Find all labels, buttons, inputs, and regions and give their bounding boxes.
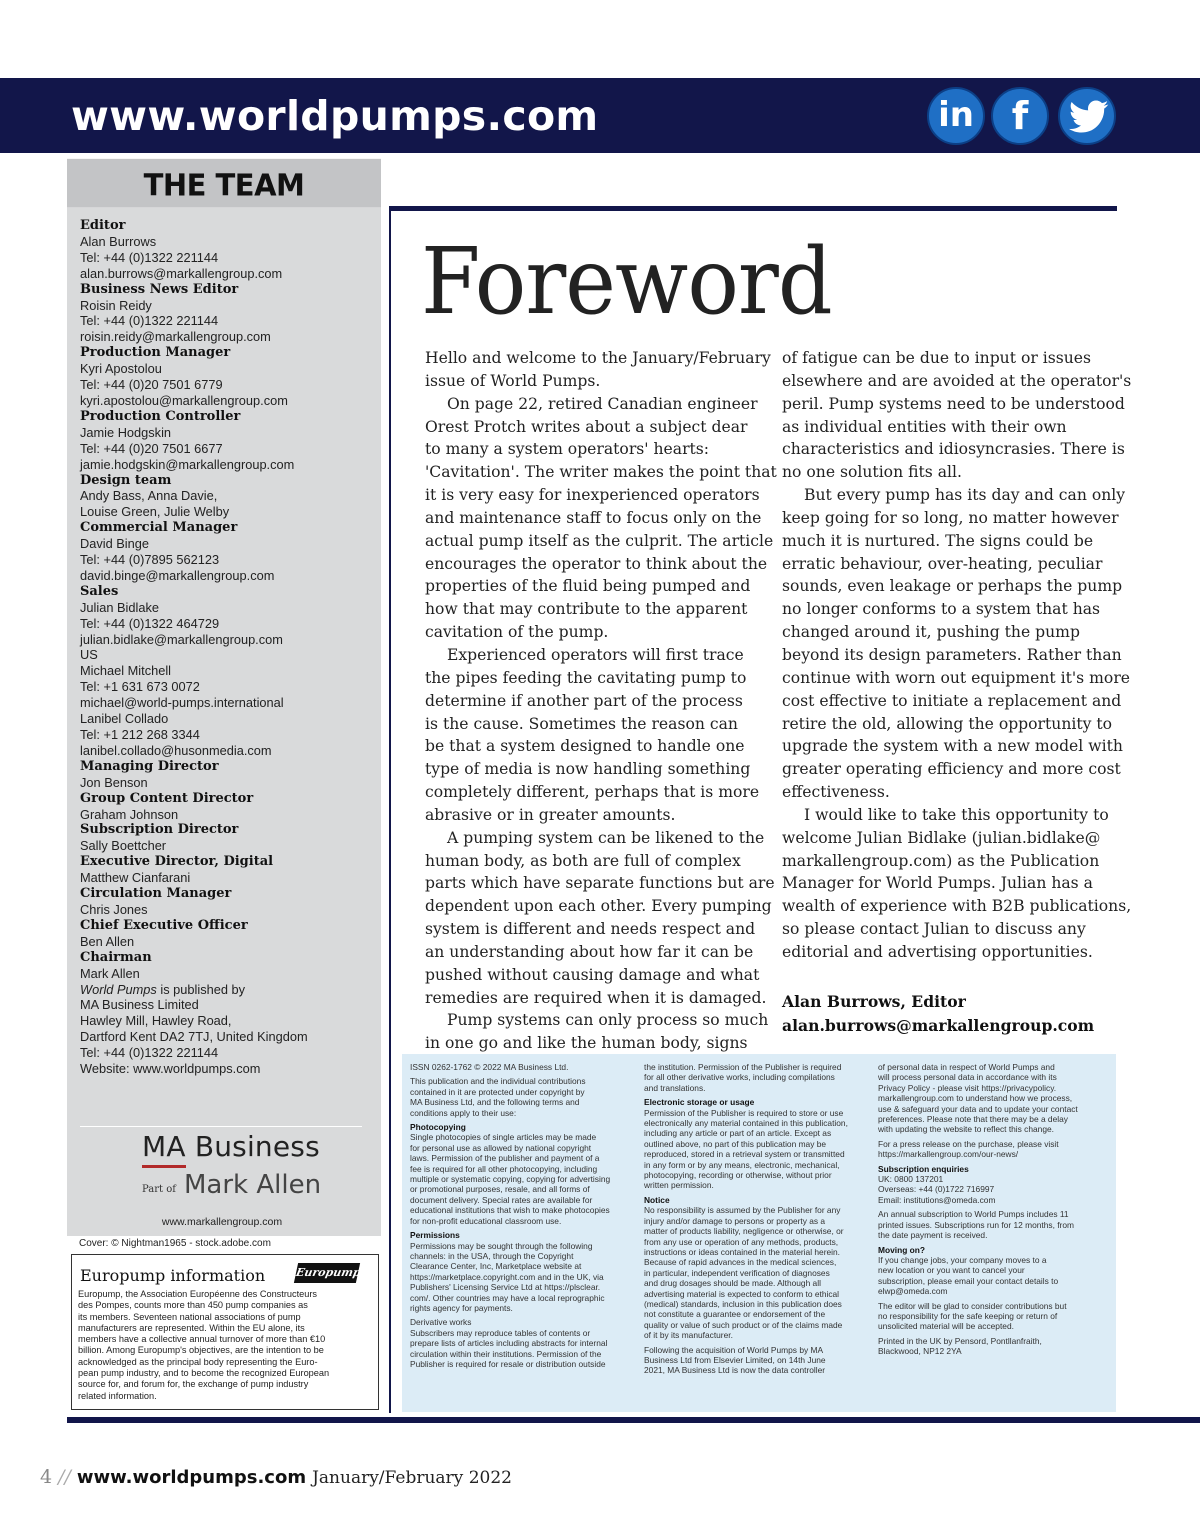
article-paragraph xyxy=(782,804,1132,964)
column-divider xyxy=(389,210,391,1413)
legal-line: not constitute a guarantee or endorsement of the xyxy=(644,1309,826,1320)
team-role: Production Manager xyxy=(80,345,231,361)
article-line: an understanding about how far it can be xyxy=(425,942,754,961)
article-line: how that may contribute to the apparent xyxy=(425,600,748,619)
article-line: 'Cavitation'. The writer makes the point that xyxy=(425,463,777,482)
article-line: to many a system operators' hearts: xyxy=(425,440,710,459)
legal-paragraph xyxy=(644,1205,872,1340)
legal-line: conditions apply to their use: xyxy=(410,1107,517,1118)
legal-paragraph xyxy=(878,1336,1106,1357)
publisher-detail: Dartford Kent DA2 7TJ, United Kingdom xyxy=(80,1029,308,1045)
article-line: the pipes feeding the cavitating pump to xyxy=(425,668,747,687)
article-line: human body, as both are full of complex xyxy=(425,851,741,870)
legal-column-3 xyxy=(878,1062,1106,1361)
team-role: Subscription Director xyxy=(80,822,239,838)
article-line: Hello and welcome to the January/February xyxy=(425,349,771,367)
team-detail: Mark Allen xyxy=(80,965,140,981)
legal-line: for all other derivative works, including compilations xyxy=(644,1072,835,1083)
team-role: Editor xyxy=(80,218,126,233)
team-email[interactable]: julian.bidlake@markallengroup.com xyxy=(80,631,283,647)
article-line: of fatigue can be due to input or issues xyxy=(782,349,1092,367)
legal-line: the institution. Permission of the Publisher is required xyxy=(644,1062,842,1072)
legal-line: Permission of the Publisher is required to store or use xyxy=(644,1107,844,1118)
legal-line: Following the acquisition of World Pumps by MA xyxy=(644,1344,824,1355)
article-line: upgrade the system with a new model with xyxy=(782,737,1123,756)
team-detail: Alan Burrows xyxy=(80,233,157,249)
europump-text-line: Europump, the Association Européenne des Constructeurs xyxy=(78,1289,318,1299)
legal-line: No responsibility is assumed by the Publisher for any xyxy=(644,1205,841,1216)
legal-heading xyxy=(410,1122,638,1132)
legal-line: subscription, please email your contact details to xyxy=(878,1275,1059,1286)
legal-line: elwp@omeda.com xyxy=(878,1286,948,1297)
legal-line: Subscribers may reproduce tables of contents or xyxy=(410,1327,591,1338)
legal-line: document delivery. Special rates are available for xyxy=(410,1194,593,1205)
team-email[interactable]: david.binge@markallengroup.com xyxy=(80,567,275,583)
legal-line: Permissions may be sought through the following xyxy=(410,1240,593,1251)
legal-line: Notice xyxy=(644,1194,670,1205)
article-line: erratic behaviour, over-heating, peculiar xyxy=(782,554,1103,573)
legal-line: from any use or operation of any methods, products, xyxy=(644,1236,839,1247)
legal-line: Permissions xyxy=(410,1230,460,1241)
legal-line: (medical) standards, inclusion in this publication does xyxy=(644,1298,842,1309)
legal-paragraph xyxy=(410,1132,638,1226)
legal-line: https://markallengroup.com/our-news/ xyxy=(878,1149,1019,1160)
team-detail: Chris Jones xyxy=(80,901,148,917)
legal-line: new location or you want to cancel your xyxy=(878,1265,1025,1276)
article-line: parts which have separate functions but are xyxy=(425,874,775,893)
article-line: beyond its design parameters. Rather than xyxy=(782,645,1122,664)
article-line: no one solution fits all. xyxy=(782,463,962,482)
article-line: continue with worn out equipment it's more xyxy=(782,668,1130,687)
legal-paragraph xyxy=(644,1345,872,1376)
article-line: properties of the fluid being pumped and xyxy=(425,577,751,596)
article-line: retire the old, allowing the opportunity to xyxy=(782,714,1113,733)
legal-line: and translations. xyxy=(644,1082,706,1093)
legal-line: advertising material is expected to conform to ethical xyxy=(644,1288,840,1299)
legal-line: Privacy Policy - please visit https://privacypolicy. xyxy=(878,1082,1057,1093)
article-paragraph xyxy=(425,1009,769,1055)
legal-line: Email: institutions@omeda.com xyxy=(878,1194,996,1205)
article-line: it is very easy for inexperienced operators xyxy=(425,486,760,505)
legal-line: Subscription enquiries xyxy=(878,1163,969,1174)
cover-credit: Cover: © Nightman1965 - stock.adobe.com xyxy=(79,1238,271,1249)
article-paragraph xyxy=(425,393,777,644)
article-line: effectiveness. xyxy=(782,783,890,802)
article-line: as individual entities with their own xyxy=(782,417,1067,436)
legal-line: channels: in the USA, through the Copyright xyxy=(410,1250,574,1261)
legal-line: Photocopying xyxy=(410,1122,466,1133)
legal-line: Publisher is required for resale or distribution outside xyxy=(410,1358,606,1369)
publisher-text: is published by xyxy=(156,981,246,997)
publication-name: World Pumps xyxy=(80,981,157,997)
article-paragraph xyxy=(425,644,761,827)
footer-separator: // xyxy=(58,1466,71,1488)
legal-line: 2021, MA Business Ltd is now the data controller xyxy=(644,1365,826,1376)
team-list xyxy=(80,218,376,1077)
legal-line: Single photocopies of single articles may be made xyxy=(410,1132,597,1143)
europump-text-line: des Pompes, counts more than 450 pump companies as xyxy=(78,1300,308,1311)
europump-text-line: pean pump industry, and to become the recognized European xyxy=(78,1368,330,1379)
team-email[interactable]: lanibel.collado@husonmedia.com xyxy=(80,742,272,758)
legal-line: matter of products liability, negligence or otherwise, or xyxy=(644,1226,844,1237)
team-detail: Tel: +1 631 673 0072 xyxy=(80,679,200,695)
legal-heading xyxy=(644,1195,872,1205)
legal-line: written permission. xyxy=(644,1180,714,1191)
team-role: Chairman xyxy=(80,949,152,965)
legal-line: fee is required for all other photocopying, including xyxy=(410,1163,598,1174)
linkedin-icon[interactable]: in xyxy=(927,87,985,145)
legal-paragraph xyxy=(644,1062,872,1093)
publisher-detail: Website: www.worldpumps.com xyxy=(80,1061,261,1077)
top-rule xyxy=(389,206,1117,211)
article-line: sounds, even leakage or perhaps the pump xyxy=(782,577,1123,596)
legal-column-2 xyxy=(644,1062,872,1380)
legal-line: Publishers' Licensing Service Ltd at https://plsclear. xyxy=(410,1282,601,1293)
europump-text-line: manufacturers are represented. Within the EU alone, its xyxy=(78,1322,305,1333)
legal-line: laws. Permission of the publisher and payment of a xyxy=(410,1153,600,1164)
legal-column-1 xyxy=(410,1062,638,1373)
publisher-detail: MA Business Limited xyxy=(80,997,199,1013)
twitter-icon[interactable] xyxy=(1058,87,1116,145)
legal-line: For a press release on the purchase, please visit xyxy=(878,1138,1059,1149)
europump-text-line: acknowledged as the principal body representing the Euro- xyxy=(78,1356,318,1367)
article-column-right xyxy=(782,347,1132,964)
ma-business-logo: MA Business xyxy=(142,1130,320,1163)
team-detail: Roisin Reidy xyxy=(80,297,152,313)
legal-paragraph xyxy=(644,1108,872,1191)
legal-line: Overseas: +44 (0)1722 716997 xyxy=(878,1184,995,1195)
europump-text-line: its members. Seventeen national associations of pump xyxy=(78,1311,301,1322)
bottom-rule xyxy=(67,1417,1200,1423)
article-paragraph xyxy=(782,484,1130,804)
team-role: Production Controller xyxy=(80,408,241,424)
team-role: Commercial Manager xyxy=(80,520,238,536)
article-line: encourages the operator to think about the xyxy=(425,554,768,573)
team-role: Sales xyxy=(80,583,119,599)
article-line: I would like to take this opportunity to xyxy=(804,805,1109,824)
legal-line: electronically any material contained in this publication, xyxy=(644,1118,848,1129)
article-line: abrasive or in greater amounts. xyxy=(425,805,676,824)
europump-title: Europump information xyxy=(80,1266,266,1285)
article-column-left xyxy=(425,347,777,1055)
team-detail: David Binge xyxy=(80,536,150,552)
team-email[interactable]: jamie.hodgskin@markallengroup.com xyxy=(80,456,295,472)
article-line: is the cause. Sometimes the reason can xyxy=(425,714,738,733)
legal-line: for personal use as allowed by national copyright xyxy=(410,1142,592,1153)
legal-heading xyxy=(878,1164,1106,1174)
issue-date: January/February 2022 xyxy=(312,1468,512,1488)
page-number: 4 xyxy=(40,1466,53,1488)
legal-line: rights agency for payments. xyxy=(410,1302,513,1313)
article-line: Orest Protch writes about a subject dear xyxy=(425,417,748,436)
article-line: A pumping system can be likened to the xyxy=(447,828,765,847)
legal-line: If you change jobs, your company moves to a xyxy=(878,1254,1047,1265)
article-line: editorial and advertising opportunities. xyxy=(782,942,1093,961)
team-role: Business News Editor xyxy=(80,281,239,297)
article-line: greater operating efficiency and more cost xyxy=(782,760,1121,779)
article-line: be that a system designed to handle one xyxy=(425,737,745,756)
article-line: Experienced operators will first trace xyxy=(447,645,744,664)
article-line: much it is nurtured. The signs could be xyxy=(782,531,1094,550)
article-line: issue of World Pumps. xyxy=(425,371,601,390)
twitter-bird-glyph xyxy=(1069,99,1109,135)
page-footer xyxy=(40,1466,512,1489)
team-role: Managing Director xyxy=(80,758,219,774)
article-line: actual pump itself as the culprit. The article xyxy=(425,531,774,550)
legal-line: https://marketplace.copyright.com and in the UK, via xyxy=(410,1271,604,1282)
article-line: determine if another part of the process xyxy=(425,691,743,710)
team-email[interactable]: roisin.reidy@markallengroup.com xyxy=(80,329,271,345)
legal-line: of it by its manufacturer. xyxy=(644,1330,733,1341)
team-detail: Tel: +44 (0)20 7501 6779 xyxy=(80,377,223,393)
team-detail: Tel: +44 (0)1322 464729 xyxy=(80,615,220,631)
legal-line: MA Business Ltd, and the following terms and xyxy=(410,1097,580,1108)
article-line: cost effective to initiate a replacement and xyxy=(782,691,1122,710)
team-email[interactable]: kyri.apostolou@markallengroup.com xyxy=(80,392,288,408)
team-detail: Kyri Apostolou xyxy=(80,361,162,377)
legal-line: for non-profit educational classroom use. xyxy=(410,1215,562,1226)
legal-line: including any article or part of an article. Except as xyxy=(644,1128,832,1139)
team-detail: Tel: +44 (0)20 7501 6677 xyxy=(80,440,223,456)
team-role: Circulation Manager xyxy=(80,886,232,902)
legal-line: markallengroup.com to understand how we process, xyxy=(878,1093,1073,1104)
signoff-email[interactable]: alan.burrows@markallengroup.com xyxy=(782,1016,1095,1035)
legal-line: educational institutions that wish to make photocopies xyxy=(410,1205,610,1216)
article-line: changed around it, pushing the pump xyxy=(782,623,1080,642)
legal-line: The editor will be glad to consider contributions but xyxy=(878,1300,1067,1311)
legal-line: use & safeguard your data and to update your contact xyxy=(878,1103,1078,1114)
legal-paragraph xyxy=(410,1076,638,1118)
legal-line: in particular, independent verification of diagnoses xyxy=(644,1267,830,1278)
legal-line: Derivative works xyxy=(410,1317,472,1328)
divider xyxy=(80,1126,362,1127)
europump-logo: Europump xyxy=(294,1263,360,1283)
signoff-name: Alan Burrows, Editor xyxy=(782,992,966,1011)
legal-line: circulation within their institutions. Permission of the xyxy=(410,1348,602,1359)
article-line: markallengroup.com) as the Publication xyxy=(782,851,1100,870)
legal-line: or promotional purposes, resale, and all forms of xyxy=(410,1184,590,1195)
publisher-detail: Tel: +44 (0)1322 221144 xyxy=(80,1045,219,1061)
team-detail: Matthew Cianfarani xyxy=(80,870,191,886)
team-title: THE TEAM xyxy=(67,159,381,207)
article-line: keep going for so long, no matter however xyxy=(782,508,1119,527)
article-line: system is different and needs respect and xyxy=(425,920,756,939)
legal-line: Because of rapid advances in the medical sciences, xyxy=(644,1257,837,1268)
article-line: wealth of experience with B2B publications, xyxy=(782,897,1132,916)
team-detail: Louise Green, Julie Welby xyxy=(80,504,230,520)
legal-paragraph xyxy=(410,1317,638,1369)
legal-line: prepare lists of articles including abstracts for internal xyxy=(410,1338,608,1349)
article-line: cavitation of the pump. xyxy=(425,623,609,642)
legal-line: will process personal data in accordance with its xyxy=(878,1072,1057,1083)
team-detail: Tel: +44 (0)1322 221144 xyxy=(80,249,219,265)
europump-text xyxy=(78,1289,373,1402)
legal-line: instructions or ideas contained in the material herein. xyxy=(644,1246,840,1257)
team-role: Executive Director, Digital xyxy=(80,854,274,870)
legal-line: Clearance Center, Inc, Marketplace website at xyxy=(410,1261,582,1272)
legal-heading xyxy=(644,1097,872,1107)
ma-logo-underline xyxy=(142,1165,186,1168)
legal-line: reproduced, stored in a retrieval system or transmitted xyxy=(644,1149,845,1160)
article-line: welcome Julian Bidlake (julian.bidlake@ xyxy=(782,828,1101,847)
legal-heading xyxy=(410,1230,638,1240)
legal-line: Printed in the UK by Pensord, Pontllanfraith, xyxy=(878,1335,1042,1346)
legal-line: photocopying, recording or otherwise, without prior xyxy=(644,1170,832,1181)
article-line: On page 22, retired Canadian engineer xyxy=(447,394,758,413)
legal-line: and drug dosages should be made. Although all xyxy=(644,1278,821,1289)
article-paragraph xyxy=(425,827,775,1010)
article-line: and maintenance staff to focus only on the xyxy=(425,508,762,527)
europump-text-line: related information. xyxy=(78,1390,157,1401)
legal-paragraph xyxy=(878,1255,1106,1297)
article-line: dependent upon each other. Every pumping xyxy=(425,897,772,916)
team-detail: Tel: +1 212 268 3344 xyxy=(80,727,200,742)
legal-info-box xyxy=(402,1054,1116,1412)
team-detail: US xyxy=(80,647,98,663)
part-of-label: Part of xyxy=(142,1184,176,1195)
article-line: characteristics and idiosyncrasies. There is xyxy=(782,440,1125,459)
article-line: type of media is now handling something xyxy=(425,760,751,779)
article-paragraph xyxy=(425,347,771,393)
legal-paragraph xyxy=(878,1139,1106,1160)
team-detail: Ben Allen xyxy=(80,933,135,949)
legal-paragraph xyxy=(878,1301,1106,1332)
mark-allen-logo: Mark Allen xyxy=(184,1170,322,1200)
legal-line: in any form or by any means, electronic, mechanical, xyxy=(644,1159,840,1170)
article-line: But every pump has its day and can only xyxy=(804,486,1126,505)
team-detail: Jon Benson xyxy=(80,774,148,790)
legal-line: ISSN 0262-1762 © 2022 MA Business Ltd. xyxy=(410,1062,569,1072)
europump-info-box xyxy=(71,1254,379,1410)
article-line: elsewhere and are avoided at the operator's xyxy=(782,371,1132,390)
legal-line: preferences. Please note that there may be a delay xyxy=(878,1114,1068,1125)
legal-line: no responsibility for the safe keeping or return of xyxy=(878,1310,1058,1321)
europump-text-line: billion. Among Europump's objectives, are the intention to be xyxy=(78,1345,324,1356)
team-detail: Tel: +44 (0)1322 221144 xyxy=(80,313,219,329)
legal-paragraph xyxy=(878,1209,1106,1240)
legal-line: the date payment is received. xyxy=(878,1230,988,1241)
publisher-detail: Hawley Mill, Hawley Road, xyxy=(80,1013,232,1029)
legal-line: printed issues. Subscriptions run for 12 months, from xyxy=(878,1219,1074,1230)
legal-paragraph xyxy=(410,1241,638,1314)
article-line: no longer conforms to a system that has xyxy=(782,600,1101,619)
legal-paragraph xyxy=(410,1062,638,1072)
team-role: Group Content Director xyxy=(80,790,254,806)
team-panel xyxy=(67,160,381,1236)
article-signoff xyxy=(782,990,1094,1038)
legal-line: multiple or systematic copying, copying for advertising xyxy=(410,1174,611,1185)
legal-paragraph xyxy=(878,1062,1106,1135)
legal-heading xyxy=(878,1245,1106,1255)
legal-paragraph xyxy=(878,1174,1106,1205)
legal-line: injury and/or damage to persons or property as a xyxy=(644,1215,826,1226)
legal-line: contained in it are protected under copyright by xyxy=(410,1086,585,1097)
team-email[interactable]: alan.burrows@markallengroup.com xyxy=(80,265,283,281)
publisher-line xyxy=(80,982,376,998)
article-line: peril. Pump systems need to be understood xyxy=(782,394,1125,413)
team-role: Chief Executive Officer xyxy=(80,917,248,933)
legal-line: quality or value of such product or of the claims made xyxy=(644,1319,843,1330)
legal-line: Blackwood, NP12 2YA xyxy=(878,1346,962,1357)
team-email[interactable]: michael@world-pumps.international xyxy=(80,695,284,711)
legal-line: outlined above, no part of this publication may be xyxy=(644,1138,827,1149)
team-role: Design team xyxy=(80,472,172,488)
europump-text-line: members have a collective annual turnover of more than €10 xyxy=(78,1334,326,1345)
article-line: remedies are required when it is damaged. xyxy=(425,988,767,1007)
article-line: Manager for World Pumps. Julian has a xyxy=(782,874,1093,893)
team-detail: Julian Bidlake xyxy=(80,599,159,615)
team-detail: Lanibel Collado xyxy=(80,711,169,727)
team-detail: Jamie Hodgskin xyxy=(80,424,172,440)
team-detail: Tel: +44 (0)7895 562123 xyxy=(80,552,220,568)
site-url[interactable]: www.worldpumps.com xyxy=(71,92,599,140)
legal-line: com/. Other countries may have a local reprographic xyxy=(410,1292,605,1303)
legal-line: Electronic storage or usage xyxy=(644,1097,755,1108)
legal-line: with updating the website to reflect this change. xyxy=(878,1124,1054,1135)
article-paragraph xyxy=(782,347,1132,484)
team-detail: Andy Bass, Anna Davie, xyxy=(80,488,218,504)
legal-line: Business Ltd from Elsevier Limited, on 14th June xyxy=(644,1354,826,1365)
legal-line: An annual subscription to World Pumps includes 11 xyxy=(878,1209,1069,1220)
legal-line: unsolicited material will be accepted. xyxy=(878,1321,1014,1332)
legal-line: UK: 0800 137201 xyxy=(878,1174,944,1185)
mark-allen-url[interactable]: www.markallengroup.com xyxy=(161,1216,283,1228)
header-bar xyxy=(0,78,1200,153)
article-title: Foreword xyxy=(421,228,832,335)
team-detail: Sally Boettcher xyxy=(80,838,167,854)
article-line: pushed without causing damage and what xyxy=(425,965,760,984)
team-detail: Michael Mitchell xyxy=(80,663,172,679)
facebook-icon[interactable]: f xyxy=(991,87,1049,145)
article-line: so please contact Julian to discuss any xyxy=(782,920,1086,939)
article-line: in one go and like the human body, signs xyxy=(425,1034,748,1053)
legal-line: Moving on? xyxy=(878,1244,925,1255)
team-detail: Graham Johnson xyxy=(80,806,179,822)
legal-line: of personal data in respect of World Pumps and xyxy=(878,1062,1055,1072)
legal-line: This publication and the individual contributions xyxy=(410,1076,586,1087)
europump-text-line: source for, and forum for, the exchange of pump industry xyxy=(78,1379,309,1390)
footer-url[interactable]: www.worldpumps.com xyxy=(76,1467,307,1488)
article-line: completely different, perhaps that is more xyxy=(425,783,760,802)
article-line: Pump systems can only process so much xyxy=(447,1011,769,1030)
